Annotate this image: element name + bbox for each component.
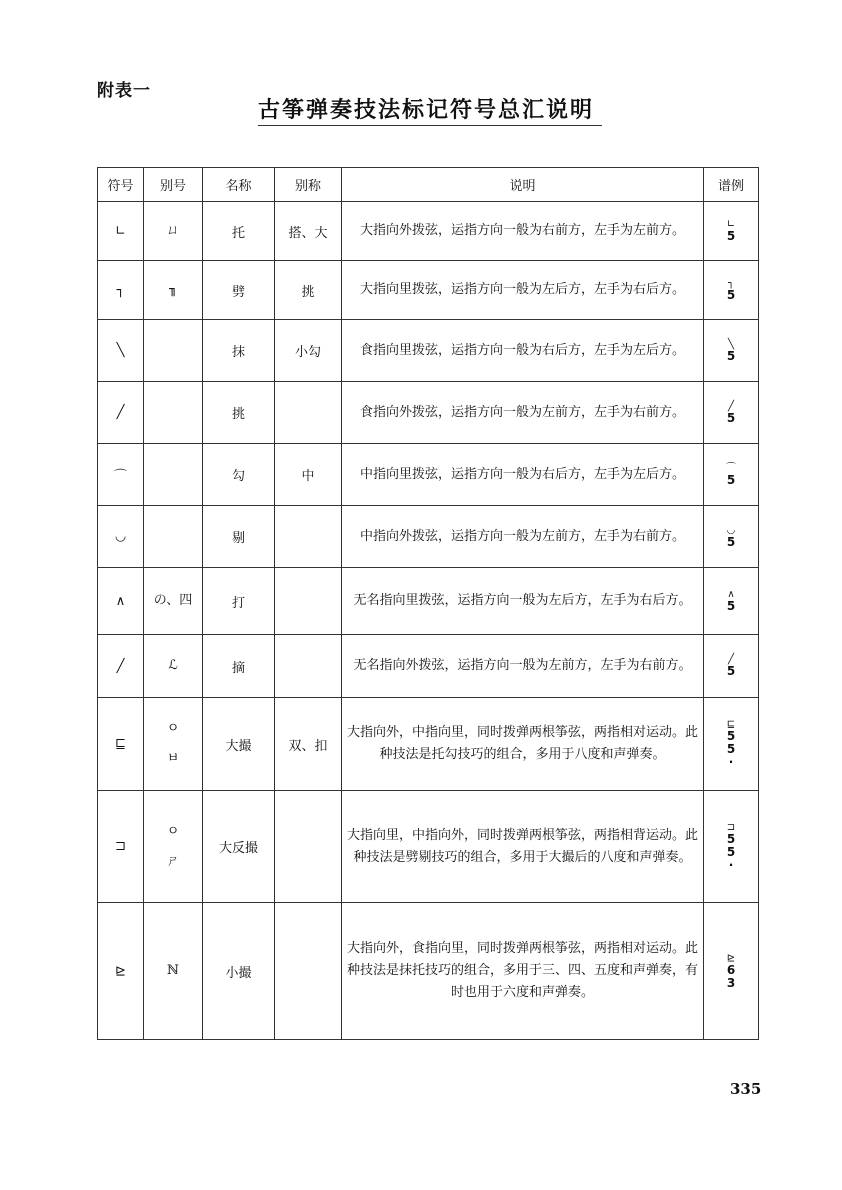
example-digit: 6 (726, 962, 736, 977)
example-digit: 3 (726, 975, 736, 990)
table-row (98, 635, 759, 698)
example-cell (704, 635, 759, 698)
example-mark: ╲ (727, 338, 735, 350)
name-cell: 打 (203, 568, 275, 635)
example-digit: 5 (726, 664, 736, 678)
page-title: 古筝弹奏技法标记符号总汇说明 (258, 98, 595, 123)
example-mark: ∟ (726, 219, 736, 230)
alt-symbol: ㅇ (166, 823, 180, 839)
alias-cell (275, 568, 342, 635)
alias-cell (275, 791, 342, 903)
description-cell: 大指向外拨弦，运指方向一般为右前方，左手为左前方。 (342, 202, 704, 261)
example-cell (704, 261, 759, 320)
alt-symbol-cell (144, 202, 203, 261)
example-digit: 5 (726, 288, 736, 302)
symbol-cell: ⌒ (98, 444, 144, 506)
column-header: 别称 (275, 168, 342, 202)
example-cell (704, 382, 759, 444)
alias-cell (275, 506, 342, 568)
example-digit: 5 (726, 534, 736, 549)
title-underline (258, 125, 602, 126)
alt-symbol-cell (144, 382, 203, 444)
alt-symbol: ㅇ (166, 721, 180, 736)
example-digit: 5 (726, 472, 736, 487)
alt-symbol: ㄩ (166, 223, 180, 238)
name-cell: 勾 (203, 444, 275, 506)
table-row (98, 791, 759, 903)
column-header: 别号 (144, 168, 203, 202)
description-cell: 大指向外，食指向里，同时拨弹两根筝弦，两指相对运动。此种技法是抹托技巧的组合，多用于三、四、五度和声弹奏，有时也用于六度和声弹奏。 (342, 903, 704, 1040)
description-cell: 无名指向外拨弦，运指方向一般为左前方，左手为右前方。 (342, 635, 704, 698)
alt-symbol: の、四 (153, 593, 193, 608)
alt-symbol-cell (144, 698, 203, 791)
description-cell: 大指向里，中指向外，同时拨弹两根筝弦，两指相背运动。此种技法是劈剔技巧的组合，多用于大撮后的八度和声弹奏。 (342, 791, 704, 903)
symbol-cell: ╱ (98, 382, 144, 444)
description-cell: 食指向里拨弦，运指方向一般为右后方，左手为左后方。 (342, 320, 704, 382)
alias-cell (275, 903, 342, 1040)
name-cell: 小撮 (203, 903, 275, 1040)
example-mark: ╱ (727, 400, 735, 412)
alias-cell: 小勾 (275, 320, 342, 382)
table-header-row (98, 168, 759, 202)
table-row (98, 202, 759, 261)
example-mark: ⊵ (726, 952, 736, 964)
alt-symbol-cell (144, 320, 203, 382)
example-mark: ┐ (727, 278, 735, 289)
alt-symbol-cell (144, 568, 203, 635)
symbol-cell: ⊑ (98, 698, 144, 791)
symbol-cell: ╱ (98, 635, 144, 698)
example-mark: ⌒ (726, 462, 736, 474)
table-row (98, 382, 759, 444)
table-row (98, 261, 759, 320)
example-digit: 5 (726, 844, 736, 859)
table-row (98, 506, 759, 568)
column-header: 符号 (98, 168, 144, 202)
alias-cell: 中 (275, 444, 342, 506)
symbol-cell: ┐ (98, 261, 144, 320)
symbol-cell: ╲ (98, 320, 144, 382)
example-cell (704, 698, 759, 791)
example-digit: 5 (726, 229, 736, 243)
symbol-cell: ∟ (98, 202, 144, 261)
page-number: 335 (730, 1080, 762, 1098)
symbol-cell: ⊵ (98, 903, 144, 1040)
name-cell: 剔 (203, 506, 275, 568)
alt-symbol: ℕ (167, 963, 179, 978)
name-cell: 劈 (203, 261, 275, 320)
example-digit: 5 (726, 348, 736, 363)
column-header: 说明 (342, 168, 704, 202)
example-mark: ⊑ (726, 719, 736, 730)
alias-cell (275, 635, 342, 698)
example-digit: · (728, 857, 734, 872)
example-mark: ╱ (727, 654, 735, 665)
alias-cell: 搭、大 (275, 202, 342, 261)
name-cell: 挑 (203, 382, 275, 444)
alias-cell: 挑 (275, 261, 342, 320)
alt-symbol-cell (144, 261, 203, 320)
example-digit: 5 (726, 729, 736, 743)
name-cell: 托 (203, 202, 275, 261)
example-mark: ◡ (726, 524, 736, 536)
alt-symbol: ㄕ (166, 853, 180, 869)
example-cell (704, 320, 759, 382)
example-digit: 5 (726, 410, 736, 425)
symbol-cell: ⊐ (98, 791, 144, 903)
alt-symbol-cell (144, 903, 203, 1040)
description-cell: 食指向外拨弦，运指方向一般为左前方，左手为右前方。 (342, 382, 704, 444)
alt-symbol-cell (144, 444, 203, 506)
example-digit: 5 (726, 831, 736, 846)
description-cell: 中指向里拨弦，运指方向一般为右后方，左手为左后方。 (342, 444, 704, 506)
symbol-cell: ∧ (98, 568, 144, 635)
example-mark: ∧ (727, 589, 735, 600)
alt-symbol-cell (144, 791, 203, 903)
column-header: 名称 (203, 168, 275, 202)
example-cell (704, 791, 759, 903)
name-cell: 摘 (203, 635, 275, 698)
example-cell (704, 506, 759, 568)
example-digit: · (728, 755, 734, 769)
example-cell (704, 568, 759, 635)
alt-symbol: ㅂ (166, 751, 180, 766)
example-digit: 5 (726, 742, 736, 756)
alias-cell: 双、扣 (275, 698, 342, 791)
column-header: 谱例 (704, 168, 759, 202)
alias-cell (275, 382, 342, 444)
alt-symbol: ℒ (168, 658, 178, 673)
alt-symbol-cell (144, 635, 203, 698)
example-mark: ⊐ (726, 821, 736, 833)
example-cell (704, 202, 759, 261)
table-row (98, 903, 759, 1040)
description-cell: 大指向里拨弦，运指方向一般为左后方，左手为右后方。 (342, 261, 704, 320)
table-row (98, 568, 759, 635)
example-digit: 5 (726, 599, 736, 613)
name-cell: 大撮 (203, 698, 275, 791)
description-cell: 无名指向里拨弦，运指方向一般为左后方，左手为右后方。 (342, 568, 704, 635)
table-row (98, 444, 759, 506)
alt-symbol-cell (144, 506, 203, 568)
name-cell: 大反撮 (203, 791, 275, 903)
technique-symbol-table (97, 167, 759, 1040)
alt-symbol: ╖ (169, 282, 177, 297)
name-cell: 抹 (203, 320, 275, 382)
symbol-cell: ◡ (98, 506, 144, 568)
example-cell (704, 903, 759, 1040)
table-row (98, 320, 759, 382)
description-cell: 大指向外，中指向里，同时拨弹两根筝弦，两指相对运动。此种技法是托勾技巧的组合，多用于八度和声弹奏。 (342, 698, 704, 791)
table-row (98, 698, 759, 791)
example-cell (704, 444, 759, 506)
appendix-label: 附表一 (97, 81, 151, 101)
description-cell: 中指向外拨弦，运指方向一般为左前方，左手为右前方。 (342, 506, 704, 568)
